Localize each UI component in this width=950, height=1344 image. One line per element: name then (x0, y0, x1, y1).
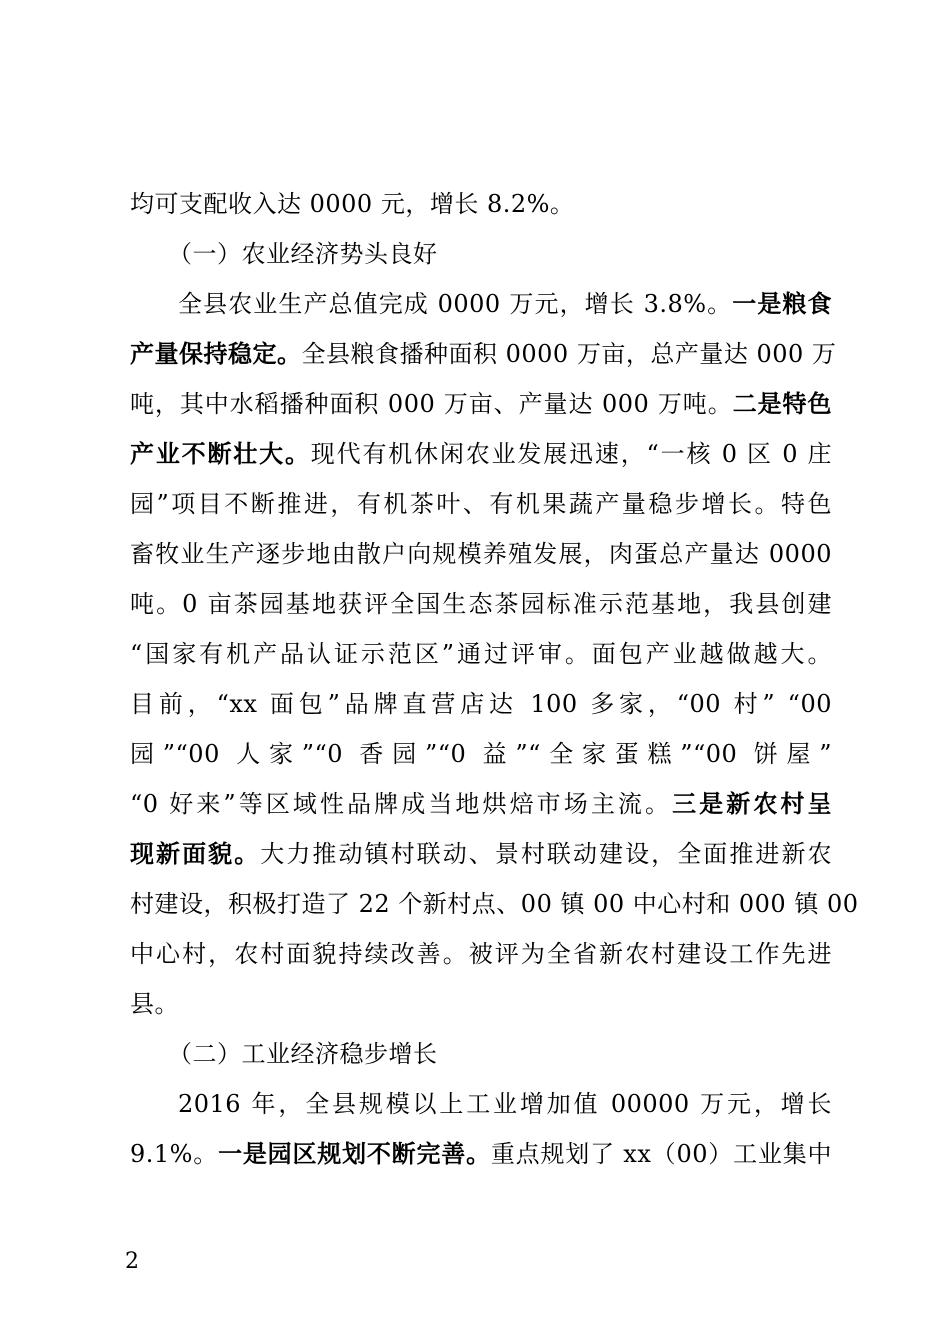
paragraph-line (130, 339, 837, 369)
bold-text-run: 现新面貌。 (130, 839, 261, 868)
text-run: 畜牧业生产逐步地由散户向规模养殖发展，肉蛋总产量达 0000 (130, 540, 832, 568)
paragraph-line (130, 839, 832, 869)
bold-text-run: 一是园区规划不断完善。 (218, 1139, 491, 1168)
text-run: 县。 (130, 990, 179, 1018)
bold-text-run: 三是新农村呈 (672, 789, 833, 818)
paragraph-line (178, 289, 832, 319)
text-run: 目前，“xx 面包”品牌直营店达 100 多家，“00 村” “00 (130, 690, 832, 718)
paragraph-line (130, 389, 832, 419)
paragraph-line (130, 1139, 832, 1169)
text-run: 2016 年，全县规模以上工业增加值 00000 万元，增长 (178, 1090, 832, 1118)
text-run: 全县农业生产总值完成 0000 万元，增长 3.8%。 (178, 290, 733, 318)
text-run: 园”项目不断推进，有机茶叶、有机果蔬产量稳步增长。特色 (130, 490, 832, 518)
section-heading-text: （一）农业经济势头良好 (168, 240, 438, 268)
paragraph-line (130, 189, 832, 219)
paragraph-line (178, 1089, 832, 1119)
paragraph-line (130, 439, 832, 469)
paragraph-line (130, 539, 832, 569)
text-run: 大力推动镇村联动、景村联动建设，全面推进新农 (260, 840, 833, 868)
bold-text-run: 产业不断壮大。 (130, 439, 311, 468)
paragraph-line (130, 739, 832, 769)
text-run: 吨。0 亩茶园基地获评全国生态茶园标准示范基地，我县创建 (130, 590, 832, 618)
text-run: 园”“00 人家”“0 香园”“0 益”“全家蛋糕”“00 饼屋” (130, 740, 832, 768)
text-run: 现代有机休闲农业发展迅速，“一核 0 区 0 庄 (310, 440, 832, 468)
text-run: 吨，其中水稻播种面积 000 万亩、产量达 000 万吨。 (130, 390, 733, 418)
bold-text-run: 一是粮食 (732, 289, 833, 318)
paragraph-line (130, 589, 832, 619)
text-run: 重点规划了 xx（00）工业集中 (490, 1140, 832, 1168)
text-run: 中心村，农村面貌持续改善。被评为全省新农村建设工作先进 (130, 940, 832, 968)
paragraph-line (130, 989, 832, 1019)
page-number: 2 (125, 1249, 139, 1274)
paragraph-line (130, 789, 832, 819)
text-run: 全县粮食播种面积 0000 万亩，总产量达 000 万 (301, 340, 837, 368)
text-run: 9.1%。 (130, 1140, 219, 1168)
paragraph-line (130, 889, 859, 919)
paragraph-line (130, 489, 832, 519)
paragraph-line (130, 639, 832, 669)
section-heading (168, 239, 668, 269)
section-heading-text: （二）工业经济稳步增长 (168, 1040, 438, 1068)
text-run: “0 好来”等区域性品牌成当地烘焙市场主流。 (130, 790, 673, 818)
text-run: 村建设，积极打造了 22 个新村点、00 镇 00 中心村和 000 镇 00 (130, 890, 859, 918)
paragraph-line (130, 689, 832, 719)
text-run: “国家有机产品认证示范区”通过评审。面包产业越做越大。 (130, 640, 832, 668)
text-run: 均可支配收入达 0000 元，增长 8.2%。 (130, 190, 575, 218)
section-heading (168, 1039, 668, 1069)
paragraph-line (130, 939, 832, 969)
bold-text-run: 产量保持稳定。 (130, 339, 302, 368)
bold-text-run: 二是特色 (732, 389, 832, 418)
